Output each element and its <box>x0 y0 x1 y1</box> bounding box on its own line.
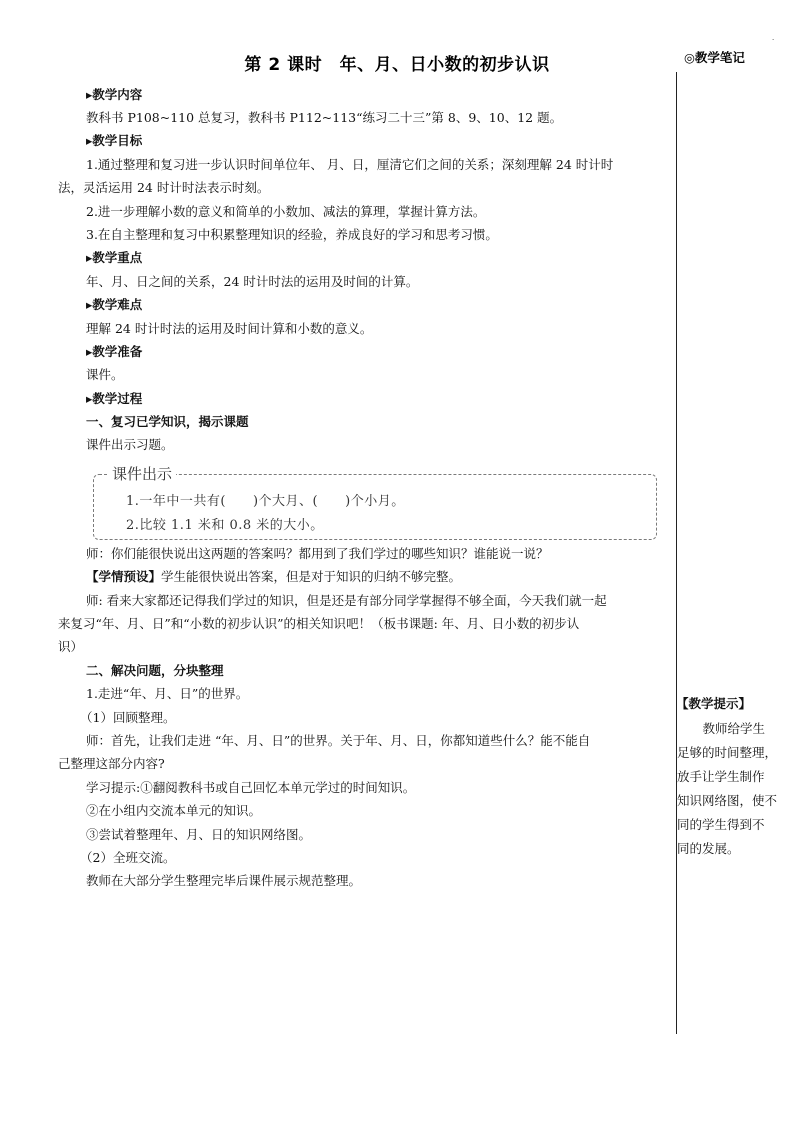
part-1-text: 课件出示习题。 <box>86 437 174 452</box>
sidebar-tip-line-1: 教师给学生 <box>690 721 766 736</box>
learning-tip-1: 学习提示:①翻阅教科书或自己回忆本单元学过的时间知识。 <box>86 780 416 795</box>
sidebar-tip-line-5: 同的学生得到不 <box>677 817 765 832</box>
teacher-question: 师：你们能很快说出这两题的答案吗？都用到了我们学过的哪些知识？谁能说一说？ <box>86 546 549 561</box>
sidebar-tip-line-3: 放手让学生制作 <box>677 769 765 784</box>
goal-1-line-1: 1.通过整理和复习进一步认识时间单位年、 月、日，厘清它们之间的关系；深刻理解 24 时计时 <box>86 157 614 172</box>
part-1-heading: 一、复习已学知识，揭示课题 <box>86 414 249 429</box>
teacher-intro-line-3: 识） <box>58 639 84 654</box>
notes-divider <box>676 72 677 1034</box>
section-preparation-heading: ▸教学准备 <box>86 344 143 359</box>
section-teaching-content-heading: ▸教学内容 <box>86 87 143 102</box>
item-1: 1.走进“年、月、日”的世界。 <box>86 686 249 701</box>
teacher-prompt-line-2: 己整理这部分内容? <box>58 756 165 771</box>
sidebar-tip-line-6: 同的发展。 <box>677 841 740 856</box>
preparation-text: 课件。 <box>86 367 124 382</box>
difficulties-text: 理解 24 时计时法的运用及时间计算和小数的意义。 <box>86 321 373 336</box>
sub-step-2: （2）全班交流。 <box>80 850 176 865</box>
page-title: 第 2 课时 年、月、日小数的初步认识 <box>244 55 550 75</box>
goal-2: 2.进一步理解小数的意义和简单的小数加、减法的算理，掌握计算方法。 <box>86 204 486 219</box>
student-preview-text: 学生能很快说出答案，但是对于知识的归纳不够完整。 <box>161 569 462 584</box>
section-teaching-goals-heading: ▸教学目标 <box>86 133 143 148</box>
section-difficulties-heading: ▸教学难点 <box>86 297 143 312</box>
section-process-heading: ▸教学过程 <box>86 391 143 406</box>
sidebar-tip-line-4: 知识网络图，使不 <box>677 793 778 808</box>
goal-3: 3.在自主整理和复习中积累整理知识的经验，养成良好的学习和思考习惯。 <box>86 227 498 242</box>
key-points-text: 年、月、日之间的关系，24 时计时法的运用及时间的计算。 <box>86 274 419 289</box>
teacher-intro-line-2: 来复习“年、月、日”和“小数的初步认识”的相关知识吧！（板书课题: 年、月、日小数的初步认 <box>58 616 580 631</box>
sub-step-1: （1）回顾整理。 <box>80 710 176 725</box>
student-preview-line <box>86 569 461 585</box>
teacher-prompt-line-1: 师：首先，让我们走进 “年、月、日”的世界。关于年、月、日，你都知道些什么？能不能自 <box>86 733 591 748</box>
courseware-question-1: 1.一年中一共有( )个大月、( )个小月。 <box>126 494 405 509</box>
section-key-points-heading: ▸教学重点 <box>86 250 143 265</box>
teaching-notes-label: ◎教学笔记 <box>684 50 745 65</box>
learning-tip-3: ③尝试着整理年、月、日的知识网络图。 <box>86 827 312 842</box>
sidebar-tip-heading: 【教学提示】 <box>676 696 752 711</box>
courseware-box-label: 课件出示 <box>108 463 176 484</box>
teaching-content-text: 教科书 P108~110 总复习，教科书 P112~113“练习二十三”第 8、9、10、12 题。 <box>86 110 563 125</box>
corner-dot: · <box>772 36 775 44</box>
closing-line: 教师在大部分学生整理完毕后课件展示规范整理。 <box>86 873 362 888</box>
sidebar-tip-line-2: 足够的时间整理， <box>677 745 778 760</box>
learning-tip-2: ②在小组内交流本单元的知识。 <box>86 803 262 818</box>
goal-1-line-2: 法，灵活运用 24 时计时法表示时刻。 <box>58 180 270 195</box>
courseware-question-2: 2.比较 1.1 米和 0.8 米的大小。 <box>126 518 324 533</box>
teacher-intro-line-1: 师: 看来大家都还记得我们学过的知识，但是还是有部分同学掌握得不够全面，今天我们就一起 <box>86 593 607 608</box>
student-preview-tag: 【学情预设】 <box>86 569 162 584</box>
part-2-heading: 二、解决问题，分块整理 <box>86 663 224 678</box>
